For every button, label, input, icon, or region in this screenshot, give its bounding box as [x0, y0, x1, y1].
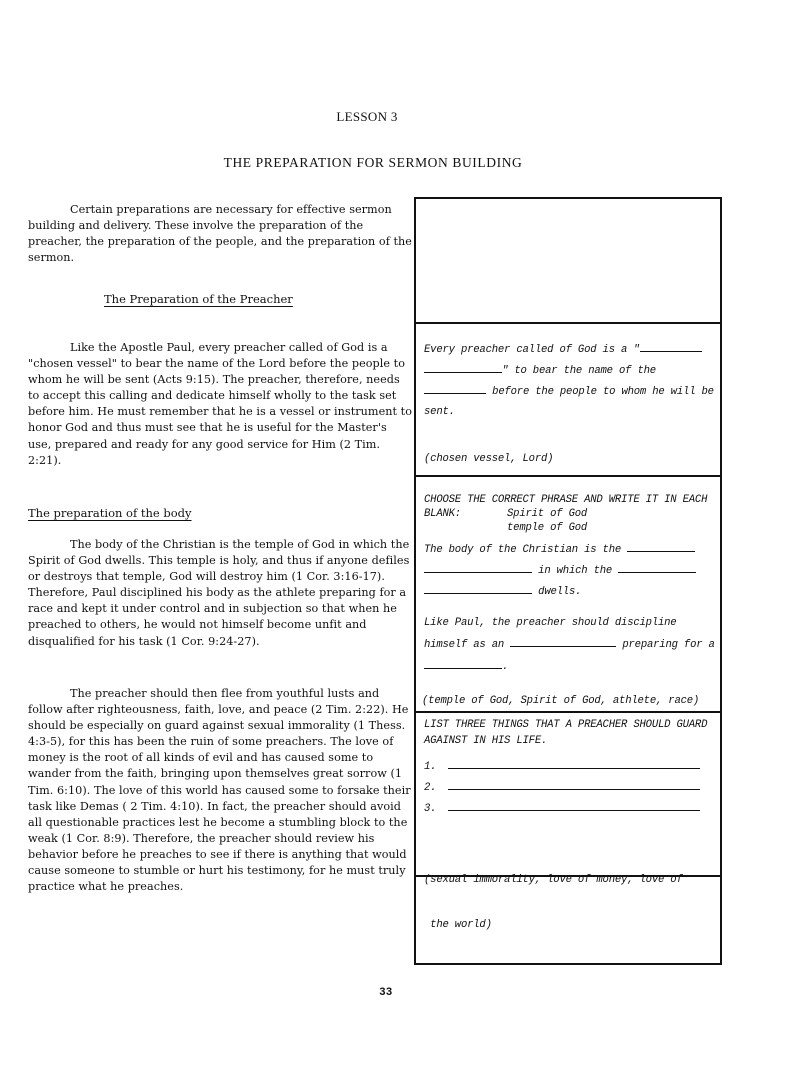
phrase-option: temple of God — [507, 522, 588, 534]
list-item — [424, 777, 700, 798]
question-text: " to bear the name of the — [502, 365, 656, 377]
question-text: dwells. — [532, 586, 582, 598]
divider — [416, 711, 720, 713]
answer-blank[interactable] — [424, 581, 532, 594]
answer-line[interactable] — [448, 756, 700, 769]
page-title: THE PREPARATION FOR SERMON BUILDING — [223, 155, 523, 170]
instruction-text: LIST THREE THINGS THAT A PREACHER SHOULD GUARD AGAINST IN HIS LIFE. — [424, 719, 708, 747]
fill-in-box-chosen-vessel — [424, 339, 716, 422]
answer-key — [424, 843, 683, 963]
answer-blank[interactable] — [424, 560, 532, 573]
instruction-text: CHOOSE THE CORRECT PHRASE AND WRITE IT IN EACH BLANK: — [424, 494, 708, 520]
question-text: before the people to whom he will be sent. — [424, 386, 714, 418]
intro-text: Certain preparations are necessary for effective sermon building and delivery. These involve the preparation of the preacher, the preparation of the people, and the preparation of the sermon. — [28, 203, 412, 265]
divider — [416, 875, 720, 877]
page-number: 33 — [379, 986, 393, 998]
answer-blank[interactable] — [627, 539, 695, 552]
list-number: 3. — [424, 803, 437, 815]
divider — [416, 322, 720, 324]
section-heading-preacher: The Preparation of the Preacher — [104, 292, 293, 306]
instruction-block — [424, 717, 716, 749]
answer-line-1: (sexual immorality, love of money, love of — [424, 874, 683, 886]
fill-in-body-temple — [424, 539, 716, 602]
question-text: Every preacher called of God is a " — [424, 344, 640, 356]
fill-in-athlete-race — [424, 613, 716, 678]
paragraph-text: The preacher should then flee from youthful lusts and follow after righteousness, faith, love, and peace (2 Tim. 2:22). He should be especially on guard against sexual immorality (1 Thess. 4:3-5), for this has been the ruin of some preachers. The love of money is the root of all kinds of evil and has caused some to wander from the faith, bringing upon themselves great sorrow (1 Tim. 6:10). The love of this world has caused some to forsake their task like Demas ( 2 Tim. 4:10). In fact, the preacher should avoid all questionable practices lest he become a stumbling block to the weak (1 Cor. 8:9). Therefore, the preacher should review his behavior before he preaches to see if there is anything that would cause someone to stumble or hurt his testimony, for he must truly practice what he preaches. — [28, 687, 411, 894]
answer-blank[interactable] — [510, 634, 616, 647]
answer-key: (chosen vessel, Lord) — [424, 453, 554, 465]
list-item — [424, 798, 700, 819]
phrase-options — [507, 507, 587, 535]
answer-blank[interactable] — [618, 560, 696, 573]
answer-blank[interactable] — [424, 381, 486, 394]
question-text: in which the — [532, 565, 619, 577]
answer-blank[interactable] — [640, 339, 702, 352]
question-text: . — [502, 661, 509, 673]
question-text: The body of the Christian is the — [424, 544, 628, 556]
paragraph-flee-lusts — [28, 686, 412, 895]
answer-line[interactable] — [448, 798, 700, 811]
question-text: Like Paul, the preacher should discipline himself as an — [424, 617, 677, 651]
lesson-number: LESSON 3 — [336, 109, 398, 124]
answer-key: (temple of God, Spirit of God, athlete, race) — [422, 695, 700, 707]
phrase-option: Spirit of God — [507, 508, 588, 520]
list-items — [424, 756, 700, 819]
answer-blank[interactable] — [424, 656, 502, 669]
paragraph-text: Like the Apostle Paul, every preacher called of God is a "chosen vessel" to bear the name of the Lord before the people to whom he will be sent (Acts 9:15). The preacher, therefore, needs to accept this calling and dedicate himself wholly to the task set before him. He must remember that he is a vessel or instrument to honor God and thus must see that he is useful for the Master's use, prepared and ready for any good service for Him (2 Tim. 2:21). — [28, 341, 412, 467]
question-text: preparing for a — [616, 639, 715, 651]
paragraph-body-temple — [28, 537, 412, 650]
answer-line[interactable] — [448, 777, 700, 790]
answer-line-2: the world) — [424, 919, 492, 931]
answer-blank[interactable] — [424, 360, 502, 373]
section-heading-body: The preparation of the body — [28, 506, 192, 520]
divider — [416, 475, 720, 477]
workbook-sidebar — [414, 197, 722, 965]
list-item — [424, 756, 700, 777]
paragraph-text: The body of the Christian is the temple of God in which the Spirit of God dwells. This temple is holy, and thus if anyone defiles or destroys that temple, God will destroy him (1 Cor. 3:16-17). Therefore, Paul disciplined his body as the athlete preparing for a race and kept it under control and in subjection so that when he preached to others, he would not himself become unfit and disqualified for his task (1 Cor. 9:24-27). — [28, 538, 410, 648]
list-number: 1. — [424, 761, 437, 773]
list-number: 2. — [424, 782, 437, 794]
paragraph-apostle-paul — [28, 340, 412, 469]
intro-paragraph — [28, 202, 412, 266]
